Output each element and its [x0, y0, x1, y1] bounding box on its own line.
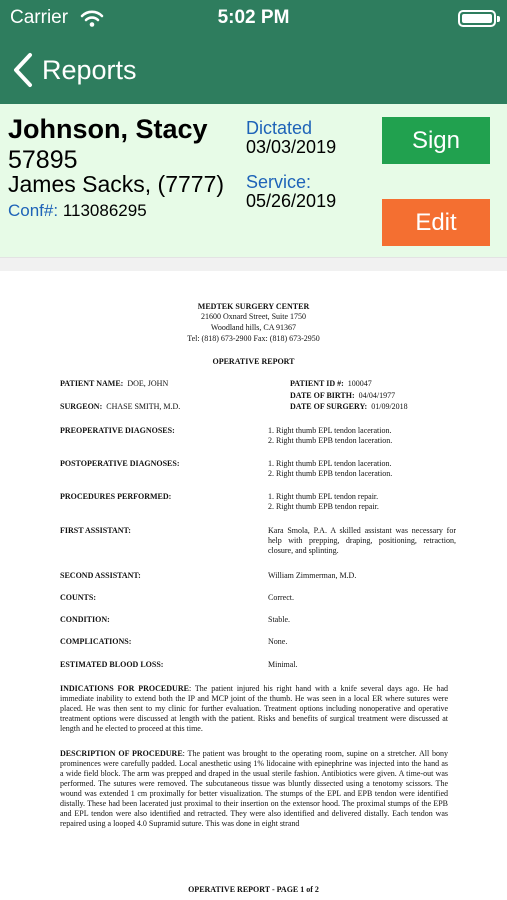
conf-value: 113086295 — [62, 201, 147, 220]
divider — [0, 257, 507, 271]
back-button[interactable] — [12, 50, 137, 90]
dictated-date: 03/03/2019 — [246, 137, 337, 157]
address-line-2: Woodland hills, CA 91367 — [210, 323, 297, 332]
report-document[interactable]: MEDTEK SURGERY CENTER 21600 Oxnard Street, Suite 1750 Woodland hills, CA 91367 Tel: (818) 673-2900 Fax: (818) 673-2950 OPERATIVE REPORT PATIENT NAME: DOE, JOHN PATIENT ID #: 100047 DATE OF BIRTH: 04/04/1977 SURGEON: CHASE SMITH, M.D. DATE OF SURGERY: 01/09/2018 PREOPERATIVE DIAGNOSES: 1. Right thumb EPL tendon laceration. 2. Right thumb EPB tendon laceration. POSTOPERATIVE DIAGNOSES: 1. Right thumb EPL tendon laceration. 2. Right thumb EPB tendon laceration. PROCEDURES PERFORMED: 1. Right thumb EPL tendon repair. 2. Right thumb EPB tendon repair. FIRST ASSISTANT: Kara Smola, P.A. A skilled assistant was necessary for help with prepping, draping, positioning, retraction, closure, and splinting. SECOND ASSISTANT: William Zimmerman, M.D. COUNTS: Correct. CONDITION: Stable. COMPLICATIONS: None. ESTIMATED BLOOD LOSS: Minimal. INDICATIONS FOR PROCEDURE: The patient injured his right hand with a knife several days ago. He had immediate inability to extend both the IP and MCP joint of the thumb. He was seen in a local ER where sutures were placed. He was then sent to my clinic for further evaluation. Treatment options including nonoperative and operative treatment options were discussed at length with the patient. Risks and benefits of surgical treatment were discussed at length and he elected to proceed at this time. DESCRIPTION OF PROCEDURE: The patient was brought to the operating room, supine on a stretcher. All bony prominences were carefully padded. Local anesthetic using 1% lidocaine with epinephrine was injected into the hand as a wide field block. The arm was prepped and draped in the usual sterile fashion. Antibiotics were given. A time-out was performed. The sutures were removed. The subcutaneous tissue was bluntly dissected using a tenotomy scissors. The wound was extended 1 cm proximally for better visualization. The stumps of the EPL and EPB tendon were identified distally. These had been lacerated just proximal to their insertion on the extensor hood. The proximal stumps of the EPB and EPL tendon were also identified and retracted. They were also identified and delivered distally. Each tendon was repaired using a looped 4.0 Supramid suture. This was done in eight strand OPERATIVE REPORT - PAGE 1 of 2 — [0, 271, 507, 900]
dictated-label: Dictated — [246, 118, 313, 138]
service-date: 05/26/2019 — [246, 191, 337, 211]
patient-name-field: PATIENT NAME: DOE, JOHN — [60, 379, 169, 388]
address-line-1: 21600 Oxnard Street, Suite 1750 — [200, 312, 307, 321]
service-label: Service: — [246, 172, 312, 192]
carrier-label: Carrier — [10, 7, 69, 28]
center-name: MEDTEK SURGERY CENTER — [197, 302, 310, 311]
surgeon-field: SURGEON: CHASE SMITH, M.D. — [60, 402, 181, 411]
page-footer: OPERATIVE REPORT - PAGE 1 of 2 — [188, 885, 319, 894]
dob-field: DATE OF BIRTH: 04/04/1977 — [290, 391, 396, 400]
doctor-name: James Sacks, (7777) — [8, 171, 225, 197]
patient-id-field: PATIENT ID #: 100047 — [290, 379, 372, 388]
dos-field: DATE OF SURGERY: 01/09/2018 — [290, 402, 408, 411]
nav-bar — [0, 36, 507, 104]
conf-number — [8, 201, 147, 221]
patient-header — [0, 104, 507, 257]
patient-name: Johnson, Stacy — [8, 114, 208, 144]
battery-icon — [458, 10, 496, 27]
back-label: Reports — [42, 54, 137, 85]
report-title: OPERATIVE REPORT — [212, 357, 295, 366]
patient-id: 57895 — [8, 146, 78, 174]
sign-button[interactable]: Sign — [382, 117, 490, 164]
description-paragraph: DESCRIPTION OF PROCEDURE: The patient was brought to the operating room, supine on a stretcher. All bony prominences were carefully padded. Local anesthetic using 1% lidocaine with epinephrine was injected into the hand as a wide field block. The arm was prepped and draped in the usual sterile fashion. Antibiotics were given. A time-out was performed. The sutures were removed. The subcutaneous tissue was bluntly dissected using a tenotomy scissors. The wound was extended 1 cm proximally for better visualization. The stumps of the EPL and EPB tendon were identified distally. These had been lacerated just proximal to their insertion on the extensor hood. The proximal stumps of the EPB and EPL tendon were also identified and retracted. They were also identified and delivered distally. Each tendon was repaired using a looped 4.0 Supramid suture. This was done in eight strand — [60, 749, 449, 828]
chevron-left-icon — [12, 52, 34, 88]
status-time: 5:02 PM — [217, 7, 290, 28]
edit-button[interactable]: Edit — [382, 199, 490, 246]
indications-paragraph: INDICATIONS FOR PROCEDURE: The patient injured his right hand with a knife several days ago. He had immediate inability to extend both the IP and MCP joint of the thumb. He was seen in a local ER where sutures were placed. He was then sent to my clinic for further evaluation. Treatment options including nonoperative and operative treatment options were discussed at length with the patient. Risks and benefits of surgical treatment were discussed at length and he elected to proceed at this time. — [60, 684, 448, 733]
status-bar — [0, 0, 507, 36]
conf-label: Conf#: — [8, 201, 59, 220]
phone-line: Tel: (818) 673-2900 Fax: (818) 673-2950 — [187, 334, 320, 343]
